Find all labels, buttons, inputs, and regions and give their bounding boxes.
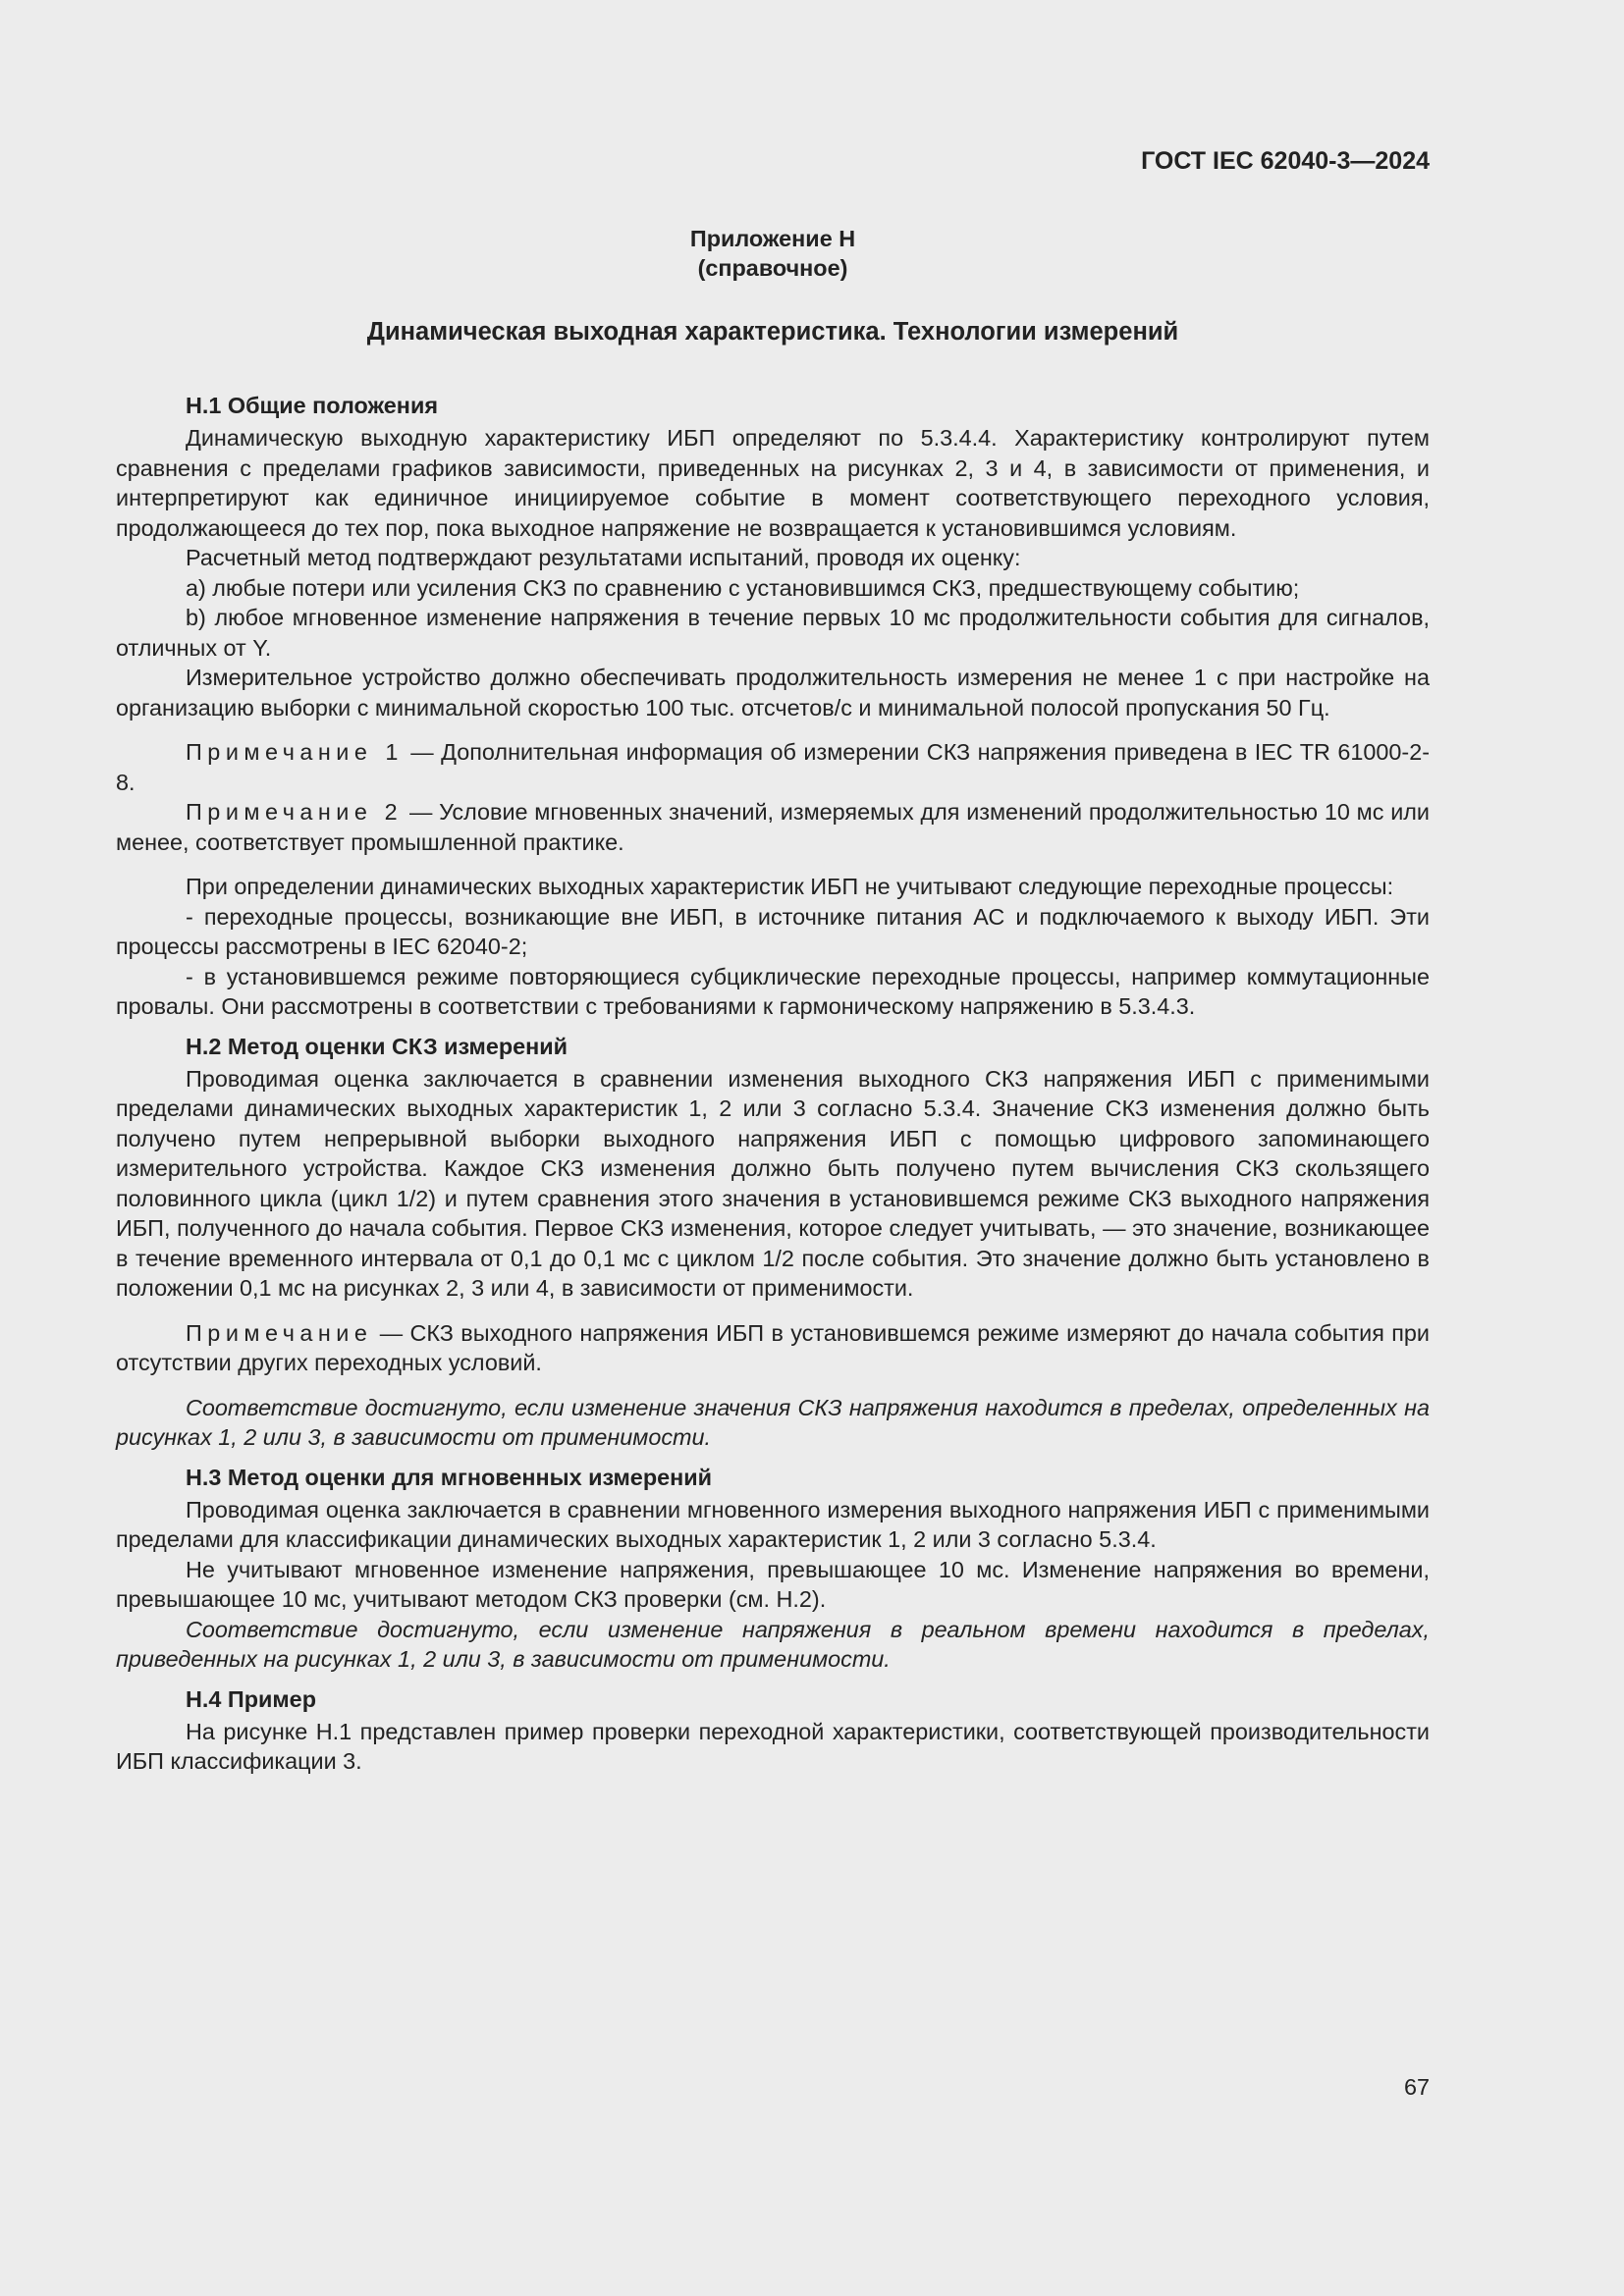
paragraph: При определении динамических выходных характеристик ИБП не учитывают следующие переходные процессы: bbox=[186, 874, 1394, 899]
compliance-statement: Соответствие достигнуто, если изменение напряжения в реальном времени находится в пределах, приведенных на рисунках 1, 2 или 3, в зависимости от применимости. bbox=[116, 1616, 1430, 1672]
section-heading: Н.4 Пример bbox=[186, 1685, 316, 1712]
note-text: — Дополнительная информация об измерении СКЗ напряжения приведена в IEC TR 61000-2-8. bbox=[116, 739, 1430, 795]
note-text: — СКЗ выходного напряжения ИБП в установившемся режиме измеряют до начала события при отсутствии других переходных условий. bbox=[116, 1319, 1430, 1375]
section-heading: Н.1 Общие положения bbox=[186, 393, 438, 418]
paragraph: Не учитывают мгновенное изменение напряжения, превышающее 10 мс. Изменение напряжения во времени, превышающее 10 мс, учитывают методом СКЗ проверки (см. Н.2). bbox=[116, 1556, 1430, 1612]
section-h4 bbox=[116, 1684, 1430, 1777]
section-h2 bbox=[116, 1032, 1430, 1453]
note-2 bbox=[116, 797, 1430, 857]
compliance-statement: Соответствие достигнуто, если изменение значения СКЗ напряжения находится в пределах, определенных на рисунках 1, 2 или 3, в зависимости от применимости. bbox=[116, 1394, 1430, 1450]
page-number: 67 bbox=[1403, 2074, 1430, 2100]
paragraph: Измерительное устройство должно обеспечивать продолжительность измерения не менее 1 с при настройке на организацию выборки с минимальной скоростью 100 тыс. отсчетов/с и минимальной полосой пропускания 50 Гц. bbox=[116, 665, 1430, 721]
section-heading: Н.3 Метод оценки для мгновенных измерений bbox=[186, 1464, 712, 1490]
paragraph: Расчетный метод подтверждают результатами испытаний, проводя их оценку: bbox=[186, 545, 1021, 570]
list-item: - в установившемся режиме повторяющиеся субциклические переходные процессы, например коммутационные провалы. Они рассмотрены в соответствии с требованиями к гармоническому напряжению в 5.3.4.3. bbox=[116, 963, 1430, 1019]
document-page bbox=[116, 145, 1430, 1777]
paragraph: Проводимая оценка заключается в сравнении изменения выходного СКЗ напряжения ИБП с применимыми пределами динамических выходных характеристик 1, 2 или 3 согласно 5.3.4. Значение СКЗ изменения должно быть получено путем непрерывной выборки выходного напряжения ИБП с помощью цифрового запоминающего измерительного устройства. Каждое СКЗ изменения должно быть получено путем вычисления СКЗ скользящего половинного цикла (цикл 1/2) и путем сравнения этого значения в установившемся режиме СКЗ выходного напряжения ИБП, полученного до начала события. Первое СКЗ изменения, которое следует учитывать, — это значение, возникающее в течение временного интервала от 0,1 до 0,1 мс с циклом 1/2 после события. Это значение должно быть установлено в положении 0,1 мс на рисунках 2, 3 или 4, в зависимости от применимости. bbox=[116, 1065, 1430, 1301]
note-label: Примечание 1 bbox=[186, 739, 404, 765]
list-item: а) любые потери или усиления СКЗ по сравнению с установившимся СКЗ, предшествующему событию; bbox=[186, 574, 1300, 601]
section-h1 bbox=[116, 391, 1430, 1022]
annex-type: (справочное) bbox=[697, 255, 848, 281]
section-heading: Н.2 Метод оценки СКЗ измерений bbox=[186, 1033, 568, 1059]
annex-heading bbox=[116, 224, 1430, 283]
paragraph: Проводимая оценка заключается в сравнении мгновенного измерения выходного напряжения ИБП с применимыми пределами для классификации динамических выходных характеристик 1, 2 или 3 согласно 5.3.4. bbox=[116, 1496, 1430, 1552]
note-label: Примечание 2 bbox=[186, 799, 404, 825]
list-item: b) любое мгновенное изменение напряжения в течение первых 10 мс продолжительности события для сигналов, отличных от Y. bbox=[116, 605, 1430, 661]
note-label: Примечание bbox=[186, 1319, 373, 1346]
section-h3 bbox=[116, 1463, 1430, 1675]
note-text: — Условие мгновенных значений, измеряемых для изменений продолжительностью 10 мс или менее, соответствует промышленной практике. bbox=[116, 799, 1430, 855]
standard-code: ГОСТ IEC 62040-3—2024 bbox=[1141, 147, 1430, 175]
paragraph: На рисунке Н.1 представлен пример проверки переходной характеристики, соответствующей производительности ИБП классификации 3. bbox=[116, 1718, 1430, 1774]
list-item: - переходные процессы, возникающие вне ИБП, в источнике питания АС и подключаемого к выходу ИБП. Эти процессы рассмотрены в IEC 62040-2; bbox=[116, 903, 1430, 959]
note-1 bbox=[116, 737, 1430, 797]
annex-label: Приложение Н bbox=[689, 226, 856, 251]
paragraph: Динамическую выходную характеристику ИБП определяют по 5.3.4.4. Характеристику контролируют путем сравнения с пределами графиков зависимости, приведенных на рисунках 2, 3 и 4, в зависимости от применения, и интерпретируют как единичное инициируемое событие в момент соответствующего переходного условия, продолжающееся до тех пор, пока выходное напряжение не возвращается к установившимся условиям. bbox=[116, 425, 1430, 541]
note bbox=[116, 1318, 1430, 1378]
annex-title: Динамическая выходная характеристика. Технологии измерений bbox=[366, 318, 1179, 346]
